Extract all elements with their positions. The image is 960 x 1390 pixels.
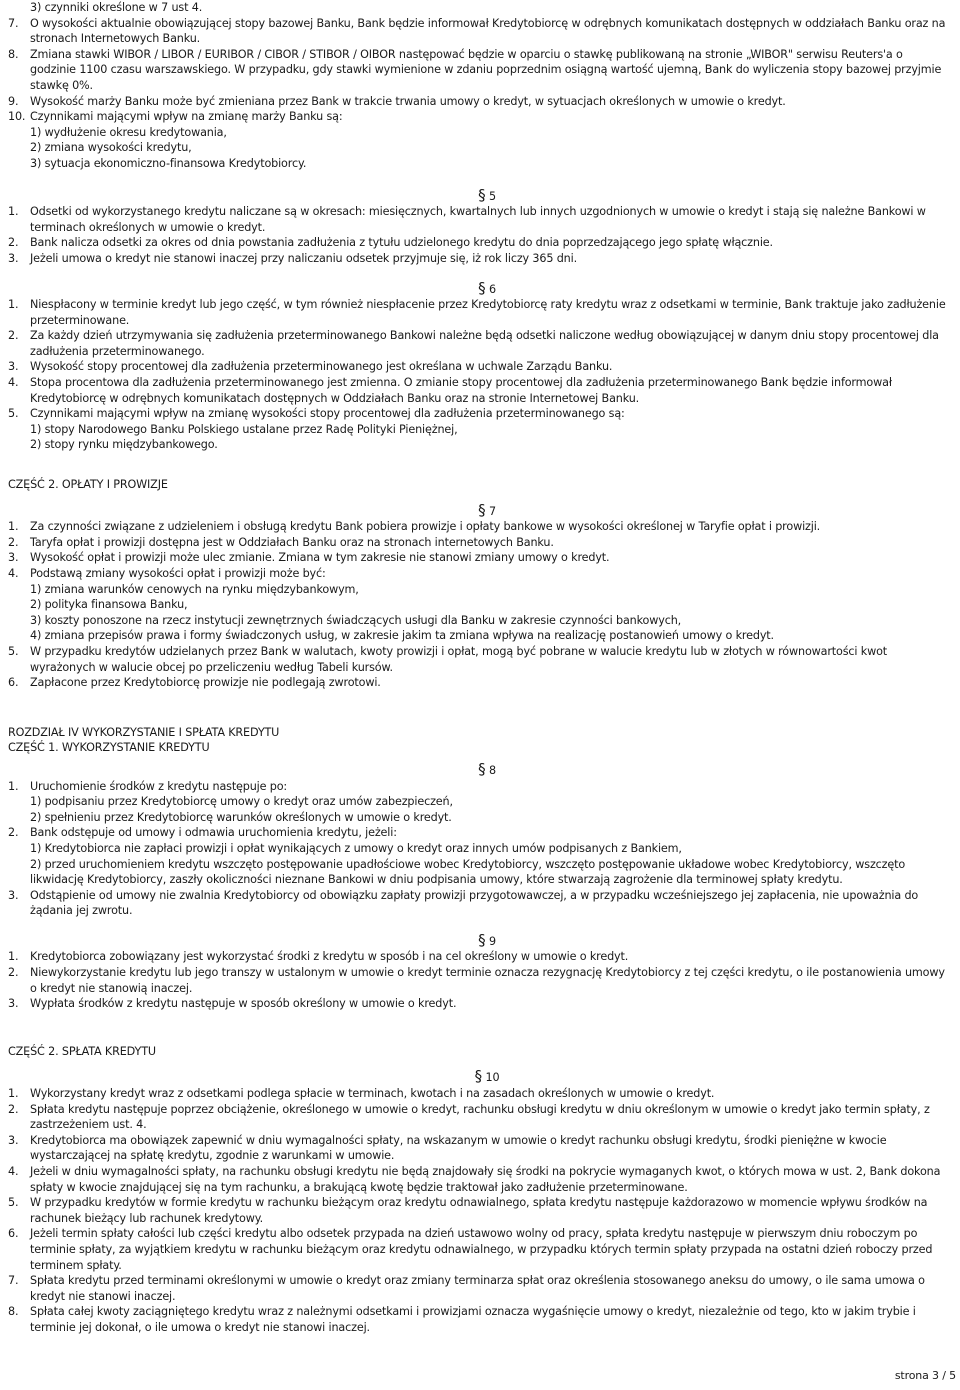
section-number: 9 — [488, 934, 496, 948]
item-number: 3. — [8, 1133, 19, 1147]
list-item — [8, 779, 948, 826]
item-text: Zmiana stawki WIBOR / LIBOR / EURIBOR / CIBOR / STIBOR / OIBOR następować będzie w oparciu o stawkę publikowaną na stronie „WIBOR" serwisu Reuters'a o godzinie 1100 czasu warszawskiego. W przypadku, gdy stawki wymienione w zdaniu poprzednim osiągną wartość ujemną, Bank do wyliczenia stopy bazowej przyjmie stawkę 0%. — [30, 47, 942, 92]
list-item — [8, 251, 948, 267]
item-number: 2. — [8, 1102, 19, 1116]
item-number: 1. — [8, 950, 19, 964]
sub-item: 2) spełnieniu przez Kredytobiorcę warunków określonych w umowie o kredyt. — [30, 810, 452, 824]
paragraph-sign: § — [478, 185, 486, 204]
list-item — [8, 1273, 948, 1304]
list-item — [8, 359, 948, 375]
item-number: 8. — [8, 1305, 19, 1319]
section-heading — [0, 759, 960, 779]
item-text: Bank odstępuje od umowy i odmawia uruchomienia kredytu, jeżeli: — [30, 826, 397, 840]
section-heading — [0, 930, 960, 950]
item-text: Bank nalicza odsetki za okres od dnia powstania zadłużenia z tytułu udzielonego kredytu do dnia poprzedzającego jego spłatę włącznie. — [30, 236, 773, 250]
sub-item: 2) zmiana wysokości kredytu, — [30, 141, 192, 155]
list-item — [8, 566, 948, 644]
item-number: 1. — [8, 520, 19, 534]
item-text: Wysokość stopy procentowej dla zadłużenia przeterminowanego jest określana w uchwale Zarządu Banku. — [30, 360, 613, 374]
item-number: 6. — [8, 1227, 19, 1241]
item-number: 4. — [8, 1165, 19, 1178]
item-number: 4. — [8, 567, 19, 580]
list-item — [8, 535, 948, 551]
item-text: Wypłata środków z kredytu następuje w sposób określony w umowie o kredyt. — [30, 997, 457, 1011]
item-text: Spłata całej kwoty zaciągniętego kredytu wraz z należnymi odsetkami i prowizjami oznacza wygaśnięcie umowy o kredyt, niezależnie od tego, kto w jakim trybie i terminie jej dokonał, o ile umowa o kredyt nie stanowi inaczej. — [30, 1305, 916, 1334]
list-item — [8, 1102, 948, 1133]
list-item — [8, 1304, 948, 1335]
part-heading: ROZDZIAŁ IV WYKORZYSTANIE I SPŁATA KREDYTU — [8, 725, 280, 739]
item-text: Stopa procentowa dla zadłużenia przeterminowanego jest zmienna. O zmianie stopy procentowej dla zadłużenia przeterminowanego Bank będzie informował Kredytobiorcę w odrębnych komunikatach dostępnych w Oddziałach Banku oraz na stronie Internetowej Banku. — [30, 376, 892, 405]
paragraph-sign: § — [478, 500, 486, 519]
item-text: Jeżeli umowa o kredyt nie stanowi inaczej przy naliczaniu odsetek przyjmuje się, iż rok liczy 365 dni. — [30, 251, 577, 265]
item-text: Niewykorzystanie kredytu lub jego transzy w ustalonym w umowie o kredyt terminie oznacza rezygnację Kredytobiorcy z tej części kredytu, o ile postanowienia umowy o kredyt nie stanowią inaczej. — [30, 966, 945, 995]
item-number: 3. — [8, 251, 19, 265]
item-number: 9. — [8, 94, 19, 108]
sub-item: 2) polityka finansowa Banku, — [30, 598, 188, 612]
item-number: 2. — [8, 826, 19, 840]
section-number: 7 — [488, 504, 496, 518]
paragraph-sign: § — [474, 1067, 483, 1086]
sub-item: 1) stopy Narodowego Banku Polskiego ustalane przez Radę Polityki Pieniężnej, — [30, 422, 458, 436]
item-text: Kredytobiorca zobowiązany jest wykorzystać środki z kredytu w sposób i na cel określony w umowie o kredyt. — [30, 950, 629, 964]
list-item — [8, 825, 948, 887]
item-text: W przypadku kredytów udzielanych przez Bank w walutach, kwoty prowizji i opłat, mogą być pobrane w walucie kredytu lub w złotych w równowartości kwot wyrażonych w walucie obcej po przeliczeniu według Tabeli kursów. — [30, 644, 888, 674]
item-number: 3. — [8, 360, 19, 374]
part-heading: CZĘŚĆ 2. OPŁATY I PROWIZJE — [8, 478, 168, 492]
list-item — [8, 519, 948, 535]
item-number: 5. — [8, 1196, 19, 1210]
part-heading: CZĘŚĆ 1. WYKORZYSTANIE KREDYTU — [8, 741, 210, 755]
item-number: 1. — [8, 779, 19, 793]
sub-item: 1) zmiana warunków cenowych na rynku międzybankowym, — [30, 582, 359, 596]
item-number: 3. — [8, 551, 19, 565]
section-number: 10 — [485, 1071, 500, 1085]
sub-item: 1) podpisaniu przez Kredytobiorcę umowy o kredyt oraz umów zabezpieczeń, — [30, 795, 453, 809]
item-text: Spłata kredytu następuje poprzez obciążenie, określonego w umowie o kredyt, rachunku obsługi kredytu w dniu określonym w umowie o kredyt jako termin spłaty, z zastrzeżeniem ust. 4. — [30, 1102, 930, 1132]
part-heading: CZĘŚĆ 2. SPŁATA KREDYTU — [8, 1044, 156, 1058]
list-item — [8, 1086, 948, 1102]
list-item — [8, 94, 948, 110]
sub-item: 3) koszty ponoszone na rzecz instytucji zewnętrznych świadczących usługi dla Banku w zakresie czynności bankowych, — [30, 613, 682, 627]
item-number: 7. — [8, 16, 19, 30]
sub-item: 1) wydłużenie okresu kredytowania, — [30, 125, 227, 139]
list-item — [8, 1164, 948, 1195]
item-number: 3. — [8, 997, 19, 1011]
paragraph-sign: § — [478, 930, 486, 949]
item-number: 6. — [8, 676, 19, 690]
item-text: Kredytobiorca ma obowiązek zapewnić w dniu wymagalności spłaty, na wskazanym w umowie o kredyt rachunku obsługi kredytu, środki pieniężne w kwocie wystarczającej na spłatę kredytu, zgodnie z warunkami w umowie. — [30, 1133, 887, 1163]
item-number: 2. — [8, 236, 19, 250]
list-item — [8, 965, 948, 996]
list-item — [8, 949, 948, 965]
list-item — [8, 375, 948, 406]
list-item — [8, 235, 948, 251]
item-number: 3. — [8, 888, 19, 902]
item-number: 1. — [8, 298, 19, 312]
list-item — [8, 16, 948, 47]
item-number: 2. — [8, 535, 19, 549]
item-text: Jeżeli termin spłaty całości lub części kredytu albo odsetek przypada na dzień ustawowo wolny od pracy, spłata kredytu następuje w pierwszym dniu roboczym po terminie spłaty, za wyjątkiem kredytu w rachunku bieżącym oraz kredytu odnawialnego, w przypadku których termin spłaty przypada na ostatni dzień roboczy przed terminem spłaty. — [30, 1227, 933, 1272]
intro-line: 3) czynniki określone w 7 ust 4. — [30, 1, 203, 14]
item-text: Odsetki od wykorzystanego kredytu naliczane są w okresach: miesięcznych, kwartalnych lub innych uzgodnionych w umowie o kredyt i stają się należne Bankowi w terminach określonych w umowie o kredyt. — [30, 205, 926, 234]
section-number: 8 — [488, 763, 496, 777]
item-text: Zapłacone przez Kredytobiorcę prowizje nie podlegają zwrotowi. — [30, 676, 381, 690]
item-text: Uruchomienie środków z kredytu następuje po: — [30, 779, 288, 793]
item-number: 5. — [8, 407, 19, 421]
item-text: Czynnikami mającymi wpływ na zmianę marży Banku są: — [30, 110, 343, 124]
list-item — [8, 109, 948, 171]
sub-item: 2) przed uruchomieniem kredytu wszczęto postępowanie upadłościowe wobec Kredytobiorcy, wszczęto postępowanie układowe wobec Kredytobiorcy, wszczęto likwidację Kredytobiorcy, zaszły okoliczności nieznane Bankowi w dniu podpisania umowy, które stwarzają zagrożenie dla terminowej spłaty kredytu. — [30, 857, 906, 887]
list-item — [8, 328, 948, 359]
item-text: Za każdy dzień utrzymywania się zadłużenia przeterminowanego Bankowi należne będą odsetki naliczone według obowiązującej w danym dniu stopy procentowej dla zadłużenia przeterminowanego. — [30, 329, 939, 358]
sub-item: 3) sytuacja ekonomiczno-finansowa Kredytobiorcy. — [30, 156, 307, 170]
paragraph-sign: § — [478, 278, 486, 297]
item-number: 7. — [8, 1274, 19, 1288]
sub-item: 1) Kredytobiorca nie zapłaci prowizji i opłat wynikających z umowy o kredyt oraz innych umów podpisanych z Bankiem, — [30, 841, 682, 855]
sub-item: 4) zmiana przepisów prawa i formy świadczonych usług, w zakresie jakim ta zmiana wpływa na realizację postanowień umowy o kredyt. — [30, 629, 774, 643]
list-item — [8, 1195, 948, 1226]
section-heading — [0, 500, 960, 520]
item-text: Odstąpienie od umowy nie zwalnia Kredytobiorcy od obowiązku zapłaty prowizji przygotowawczej, a w przypadku wcześniejszego jej zapłacenia, nie upoważnia do żądania jej zwrotu. — [30, 888, 919, 918]
item-text: Wykorzystany kredyt wraz z odsetkami podlega spłacie w terminach, kwotach i na zasadach określonych w umowie o kredyt. — [30, 1087, 715, 1101]
list-item — [8, 550, 948, 566]
item-text: Podstawą zmiany wysokości opłat i prowizji może być: — [30, 567, 326, 580]
item-text: Jeżeli w dniu wymagalności spłaty, na rachunku obsługi kredytu nie będą znajdowały się środki na pokrycie wymaganych kwot, o których mowa w ust. 2, Bank dokona spłaty w kwocie znajdującej się na tym rachunku, a brakującą kwotę będzie traktował jako zadłużenie przeterminowane. — [30, 1165, 941, 1194]
item-number: 2. — [8, 966, 19, 980]
list-item — [8, 644, 948, 675]
item-number: 5. — [8, 644, 19, 658]
sub-item: 2) stopy rynku międzybankowego. — [30, 438, 218, 452]
item-text: O wysokości aktualnie obowiązującej stopy bazowej Banku, Bank będzie informował Kredytobiorcę w odrębnych komunikatach dostępnych w oddziałach Banku oraz na stronach Internetowych Banku. — [30, 16, 946, 46]
item-number: 8. — [8, 47, 19, 61]
section-heading — [0, 1069, 960, 1086]
item-number: 10. — [8, 110, 26, 124]
list-item — [8, 996, 948, 1012]
list-item — [8, 675, 948, 691]
list-item — [8, 888, 948, 919]
item-text: Taryfa opłat i prowizji dostępna jest w Oddziałach Banku oraz na stronach internetowych Banku. — [30, 535, 554, 549]
item-text: W przypadku kredytów w formie kredytu w rachunku bieżącym oraz kredytu odnawialnego, spłata kredytu następuje każdorazowo w momencie wpływu środków na rachunek bieżący lub rachunek kredytowy. — [30, 1196, 928, 1225]
list-item — [8, 406, 948, 453]
list-item — [8, 1133, 948, 1164]
list-item — [8, 47, 948, 94]
list-item — [8, 1226, 948, 1273]
item-text: Wysokość marży Banku może być zmieniana przez Bank w trakcie trwania umowy o kredyt, w sytuacjach określonych w umowie o kredyt. — [30, 94, 786, 108]
item-text: Spłata kredytu przed terminami określonymi w umowie o kredyt oraz zmiany terminarza spłat oraz określenia stosowanego aneksu do umowy, o ile sama umowa o kredyt nie stanowi inaczej. — [30, 1274, 925, 1303]
item-number: 4. — [8, 376, 19, 390]
item-number: 2. — [8, 329, 19, 343]
item-number: 1. — [8, 1087, 19, 1101]
item-text: Wysokość opłat i prowizji może ulec zmianie. Zmiana w tym zakresie nie stanowi zmiany umowy o kredyt. — [30, 551, 610, 565]
page-footer: strona 3 / 5 — [894, 1369, 956, 1383]
item-text: Niespłacony w terminie kredyt lub jego część, w tym również niespłacenie przez Kredytobiorcę raty kredytu wraz z odsetkami w terminie, Bank traktuje jako zadłużenie przeterminowane. — [30, 298, 946, 327]
list-item — [8, 204, 948, 235]
list-item — [8, 297, 948, 328]
section-heading — [0, 278, 960, 298]
item-text: Za czynności związane z udzieleniem i obsługą kredytu Bank pobiera prowizje i opłaty bankowe w wysokości określonej w Taryfie opłat i prowizji. — [30, 520, 821, 534]
section-number: 6 — [488, 282, 496, 296]
section-number: 5 — [488, 189, 496, 203]
paragraph-sign: § — [478, 759, 486, 778]
item-text: Czynnikami mającymi wpływ na zmianę wysokości stopy procentowej dla zadłużenia przeterminowanego są: — [30, 407, 625, 421]
section-heading — [0, 185, 960, 205]
item-number: 1. — [8, 205, 19, 219]
